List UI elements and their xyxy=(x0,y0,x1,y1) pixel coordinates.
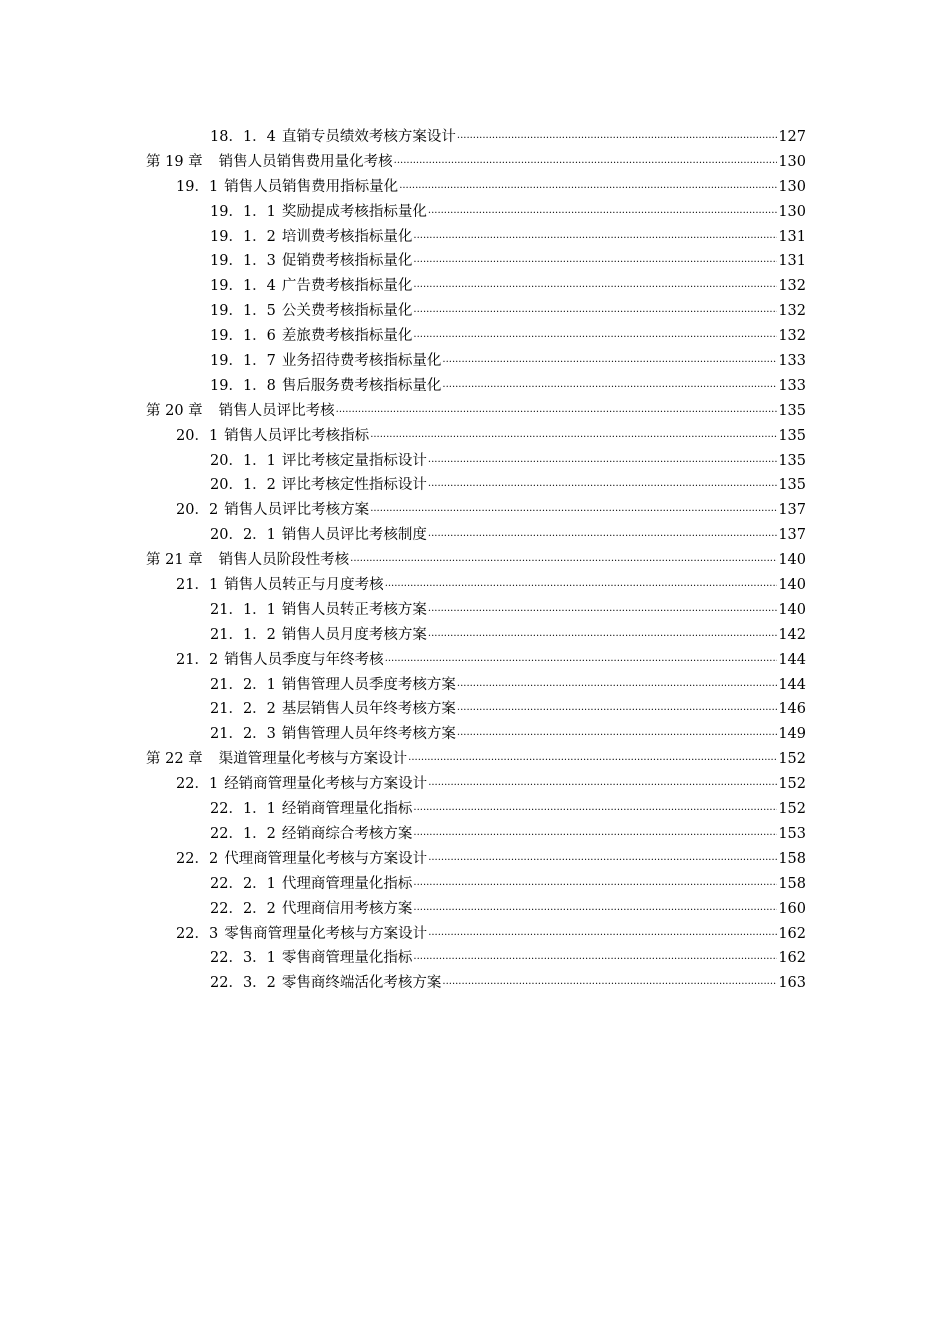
toc-entry-title: 零售商管理量化考核与方案设计 xyxy=(224,925,428,942)
toc-entry-title: 销售人员阶段性考核 xyxy=(218,552,350,569)
toc-entry-number: 21．2．1 xyxy=(210,676,276,693)
toc-page-number: 140 xyxy=(778,577,806,594)
toc-entry-number: 22．3．1 xyxy=(210,950,276,967)
toc-page-number: 158 xyxy=(778,850,806,867)
toc-entry-number: 21．2．2 xyxy=(210,701,276,718)
toc-page-number: 137 xyxy=(778,527,806,544)
toc-entry-number: 第 19 章 xyxy=(146,153,203,170)
toc-entry-number: 19．1．4 xyxy=(210,278,276,295)
toc-dot-leader xyxy=(385,645,778,672)
toc-dot-leader xyxy=(385,570,778,597)
table-of-contents xyxy=(146,125,806,996)
toc-page-number: 144 xyxy=(778,651,806,668)
toc-entry-title: 经销商综合考核方案 xyxy=(281,825,413,842)
toc-entry-number: 22．1 xyxy=(176,776,219,793)
toc-subsection-entry[interactable] xyxy=(146,971,806,996)
toc-entry-number: 19．1．6 xyxy=(210,328,276,345)
toc-entry-number: 18．1．4 xyxy=(210,129,276,145)
toc-entry-title: 销售人员转正与月度考核 xyxy=(224,577,384,594)
toc-entry-title: 培训费考核指标量化 xyxy=(281,228,413,245)
toc-entry-title: 销售人员转正考核方案 xyxy=(281,601,427,618)
toc-entry-title: 销售人员季度与年终考核 xyxy=(224,651,384,668)
toc-page-number: 130 xyxy=(778,203,806,220)
toc-entry-title: 销售人员评比考核制度 xyxy=(281,527,427,544)
toc-dot-leader xyxy=(428,919,777,946)
toc-page-number: 135 xyxy=(778,402,806,419)
toc-entry-number: 20．1 xyxy=(176,427,219,444)
toc-entry-title: 销售人员评比考核方案 xyxy=(224,502,370,519)
toc-entry-number: 22．3．2 xyxy=(210,975,276,992)
toc-page-number: 135 xyxy=(778,452,806,469)
toc-dot-leader xyxy=(457,670,777,697)
toc-page-number: 153 xyxy=(778,825,806,842)
toc-page-number: 140 xyxy=(778,552,806,569)
toc-dot-leader xyxy=(428,844,777,871)
toc-page-number: 131 xyxy=(778,253,806,270)
toc-dot-leader xyxy=(428,769,777,796)
toc-dot-leader xyxy=(428,470,777,497)
toc-entry-title: 差旅费考核指标量化 xyxy=(281,328,413,345)
toc-dot-leader xyxy=(457,122,777,149)
toc-entry-number: 21．1 xyxy=(176,577,219,594)
toc-page-number: 137 xyxy=(778,502,806,519)
toc-entry-title: 销售人员销售费用量化考核 xyxy=(218,153,393,170)
toc-entry-title: 渠道管理量化考核与方案设计 xyxy=(218,751,408,768)
toc-page-number: 160 xyxy=(778,900,806,917)
toc-dot-leader xyxy=(442,346,777,373)
toc-page-number: 135 xyxy=(778,427,806,444)
toc-entry-number: 22．1．1 xyxy=(210,801,276,818)
toc-dot-leader xyxy=(413,794,777,821)
toc-page-number: 146 xyxy=(778,701,806,718)
toc-page-number: 130 xyxy=(778,153,806,170)
toc-entry-number: 22．2．1 xyxy=(210,875,276,892)
toc-page-number: 158 xyxy=(778,875,806,892)
toc-entry-title: 评比考核定性指标设计 xyxy=(281,477,427,494)
toc-entry-title: 奖励提成考核指标量化 xyxy=(281,203,427,220)
toc-entry-title: 代理商管理量化考核与方案设计 xyxy=(224,850,428,867)
toc-entry-title: 售后服务费考核指标量化 xyxy=(281,377,442,394)
toc-entry-title: 销售人员评比考核 xyxy=(218,402,335,419)
toc-entry-title: 代理商管理量化指标 xyxy=(281,875,413,892)
toc-entry-title: 零售商管理量化指标 xyxy=(281,950,413,967)
toc-entry-number: 20．2 xyxy=(176,502,219,519)
toc-dot-leader xyxy=(399,172,777,199)
toc-page-number: 135 xyxy=(778,477,806,494)
toc-page-number: 133 xyxy=(778,353,806,370)
toc-page-number: 163 xyxy=(778,975,806,992)
toc-dot-leader xyxy=(428,197,777,224)
toc-dot-leader xyxy=(370,421,777,448)
toc-page-number: 142 xyxy=(778,626,806,643)
toc-dot-leader xyxy=(413,869,777,896)
toc-dot-leader xyxy=(457,694,777,721)
toc-dot-leader xyxy=(413,943,777,970)
toc-entry-number: 21．1．1 xyxy=(210,601,276,618)
toc-entry-number: 19．1．3 xyxy=(210,253,276,270)
toc-dot-leader xyxy=(336,396,778,423)
toc-entry-number: 21．1．2 xyxy=(210,626,276,643)
toc-entry-number: 第 20 章 xyxy=(146,402,203,419)
toc-entry-number: 20．1．2 xyxy=(210,477,276,494)
toc-dot-leader xyxy=(413,246,777,273)
toc-dot-leader xyxy=(350,545,777,572)
toc-entry-title: 促销费考核指标量化 xyxy=(281,253,413,270)
toc-dot-leader xyxy=(442,968,777,995)
toc-page-number: 162 xyxy=(778,950,806,967)
toc-page-number: 133 xyxy=(778,377,806,394)
toc-dot-leader xyxy=(457,719,777,746)
toc-dot-leader xyxy=(442,371,777,398)
toc-dot-leader xyxy=(370,495,777,522)
toc-entry-number: 21．2 xyxy=(176,651,219,668)
toc-page-number: 152 xyxy=(778,776,806,793)
toc-entry-number: 22．1．2 xyxy=(210,825,276,842)
toc-entry-number: 19．1．1 xyxy=(210,203,276,220)
toc-entry-title: 基层销售人员年终考核方案 xyxy=(281,701,456,718)
toc-dot-leader xyxy=(413,222,777,249)
toc-entry-number: 20．1．1 xyxy=(210,452,276,469)
toc-entry-title: 评比考核定量指标设计 xyxy=(281,452,427,469)
toc-entry-number: 21．2．3 xyxy=(210,726,276,743)
toc-dot-leader xyxy=(413,271,777,298)
toc-dot-leader xyxy=(413,819,777,846)
toc-entry-number: 22．2 xyxy=(176,850,219,867)
toc-dot-leader xyxy=(428,520,777,547)
toc-entry-title: 销售人员评比考核指标 xyxy=(224,427,370,444)
toc-entry-title: 经销商管理量化考核与方案设计 xyxy=(224,776,428,793)
toc-page-number: 162 xyxy=(778,925,806,942)
toc-entry-number: 20．2．1 xyxy=(210,527,276,544)
toc-page-number: 144 xyxy=(778,676,806,693)
toc-dot-leader xyxy=(428,595,777,622)
toc-dot-leader xyxy=(394,147,778,174)
toc-page-number: 149 xyxy=(778,726,806,743)
toc-entry-title: 广告费考核指标量化 xyxy=(281,278,413,295)
toc-entry-number: 22．3 xyxy=(176,925,219,942)
toc-page-number: 152 xyxy=(778,751,806,768)
toc-entry-title: 业务招待费考核指标量化 xyxy=(281,353,442,370)
toc-entry-number: 22．2．2 xyxy=(210,900,276,917)
toc-entry-title: 销售人员月度考核方案 xyxy=(281,626,427,643)
toc-page-number: 127 xyxy=(778,129,806,145)
toc-page-number: 140 xyxy=(778,601,806,618)
toc-dot-leader xyxy=(408,744,777,771)
toc-entry-number: 19．1．5 xyxy=(210,303,276,320)
toc-entry-title: 销售人员销售费用指标量化 xyxy=(224,178,399,195)
toc-dot-leader xyxy=(413,894,777,921)
toc-page-number: 132 xyxy=(778,328,806,345)
toc-entry-title: 经销商管理量化指标 xyxy=(281,801,413,818)
toc-entry-number: 19．1．7 xyxy=(210,353,276,370)
toc-entry-number: 19．1 xyxy=(176,178,219,195)
toc-page-number: 152 xyxy=(778,801,806,818)
toc-entry-title: 销售管理人员季度考核方案 xyxy=(281,676,456,693)
toc-page-number: 130 xyxy=(778,178,806,195)
toc-entry-title: 公关费考核指标量化 xyxy=(281,303,413,320)
toc-entry-number: 19．1．2 xyxy=(210,228,276,245)
toc-page-number: 132 xyxy=(778,278,806,295)
toc-dot-leader xyxy=(428,446,777,473)
toc-entry-title: 代理商信用考核方案 xyxy=(281,900,413,917)
toc-page-number: 131 xyxy=(778,228,806,245)
toc-page-number: 132 xyxy=(778,303,806,320)
toc-entry-number: 第 22 章 xyxy=(146,751,203,768)
toc-entry-title: 零售商终端活化考核方案 xyxy=(281,975,442,992)
toc-dot-leader xyxy=(413,321,777,348)
toc-entry-number: 19．1．8 xyxy=(210,377,276,394)
toc-dot-leader xyxy=(428,620,777,647)
toc-dot-leader xyxy=(413,296,777,323)
toc-entry-title: 直销专员绩效考核方案设计 xyxy=(281,129,456,145)
toc-entry-title: 销售管理人员年终考核方案 xyxy=(281,726,456,743)
toc-entry-number: 第 21 章 xyxy=(146,552,203,569)
